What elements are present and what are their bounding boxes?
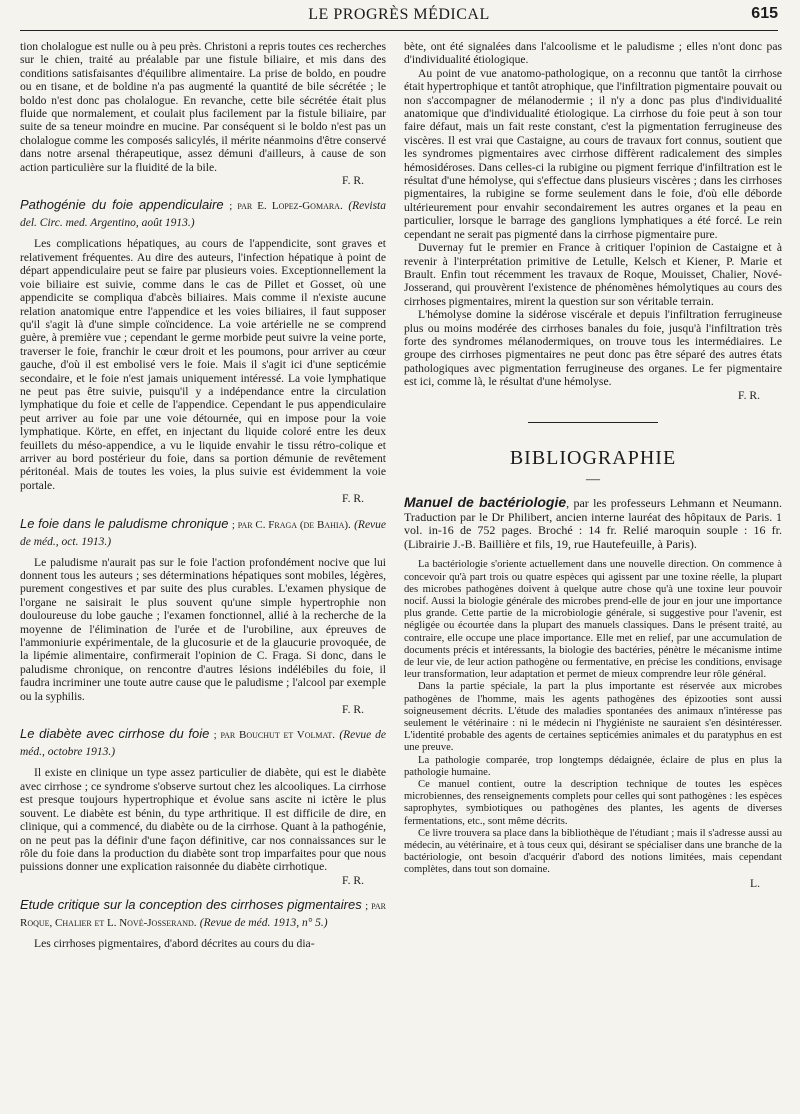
paragraph: tion cholalogue est nulle ou à peu près. Christoni a repris toutes ces recherches sur le chien, traité au préalable par une fistule biliaire, et mis dans des conditions satisfaisantes d'équilibre alimentaire. La prise de boldo, en poudre ou en tisane, et de boldine n'a pas augmenté la quantité de bile sécrétée ; le boldo n'est donc pas cholalogue. En revanche, cette bile sécrétée était plus fluide que normalement, et coulait plus facilement par la fistule biliaire, par suite de sa teneur moindre en mucine. Par conséquent si le boldo n'est pas un cholalogue comme les composés salicylés, il mérite néanmoins d'être conservé dans notre arsenal thérapeutique, assez démuni d'ailleurs, à cause de son action particulière sur la fluidité de la bile. bbox=[20, 40, 386, 174]
signature: F. R. bbox=[342, 703, 364, 717]
book-description: , par les professeurs Lehmann et Neumann. Traduction par le Dr Philibert, ancien interne lauréat des hôpitaux de Paris. 1 vol. in-16 de 752 pages. Broché : 14 fr. Relié maroquin souple : 16 fr. (Librairie J.-B. Baillière et fils, 19, rue Hautefeuille, à Paris). bbox=[404, 495, 782, 551]
paragraph: Au point de vue anatomo-pathologique, on a reconnu que tantôt la cirrhose était hypertrophique et tantôt atrophique, que l'infiltration pigmentaire pouvait ou non s'accompagner de mélanodermie ; il n'y a donc pas plus d'individualité anatomique que d'individualité étiologique. La cirrhose du foie peut à son tour faire défaut, mais un fait reste constant, c'est la pigmentation ferrugineuse des viscères. Il est vrai que Castaigne, au cours de travaux fort connus, soutient que les syndromes pigmentaires avec cirrhose diffèrent radicalement des simples hémosidéroses. Dans celles-ci la rubigine ou pigment ferrique d'infiltration est le résultat d'une hémolyse, qui s'effectue dans plusieurs viscères ; dans les cirrhoses pigmentaires, la rubigine se forme seulement dans le foie, d'où elle déborde ultérieurement pour envahir secondairement les autres organes et la peau en particulier, lorsque le barrage des ganglions lymphatiques a été forcé. Le rein cependant ne serait pas pigmenté dans la cirrhose pigmentaire pure. bbox=[404, 66, 782, 241]
paragraph: bète, ont été signalées dans l'alcoolisme et le paludisme ; elles n'ont donc pas d'individualité étiologique. bbox=[404, 40, 782, 67]
section-divider bbox=[404, 414, 782, 429]
page-header bbox=[20, 4, 778, 31]
paragraph: La pathologie comparée, trop longtemps dédaignée, éclaire de plus en plus la pathologie humaine. bbox=[404, 754, 782, 778]
book-reference bbox=[404, 493, 782, 551]
page-number: 615 bbox=[751, 5, 778, 22]
article-author: ; par Bouchut et Volmat. bbox=[213, 729, 336, 742]
signature: F. R. bbox=[342, 873, 364, 887]
paragraph: L'hémolyse domine la sidérose viscérale et depuis l'infiltration ferrugineuse plus ou moins modérée des cirrhoses banales du foie, jusqu'à l'infiltration très forte des syndromes mélanodermiques, on trouve tous les intermédiaires. Le groupe des cirrhoses pigmentaires ne peut donc pas être séparé des autres états pathologiques avec pigmentation ferrugineuse des organes. Le fer pigmentaire est ici, comme là, le résultat d'une hémolyse. bbox=[404, 308, 782, 389]
paragraph: Ce livre trouvera sa place dans la bibliothèque de l'étudiant ; mais il s'adresse aussi au médecin, au vétérinaire, et à tous ceux qui, désirant se spécialiser dans une branche de la bactériologie, ont besoin d'acquérir d'abord des notions limitées, mais cependant complètes, dans tout son domaine. bbox=[404, 827, 782, 876]
article-source: (Revue de méd., oct. 1913.) bbox=[20, 518, 386, 548]
book-title: Manuel de bactériologie bbox=[404, 493, 567, 510]
title-dash: — bbox=[586, 471, 600, 487]
article-title: Pathogénie du foie appendiculaire bbox=[20, 197, 224, 213]
article-author: ; par E. Lopez-Gomara. bbox=[229, 200, 343, 213]
article-source: (Revue de méd. 1913, n° 5.) bbox=[199, 917, 328, 930]
paragraph: La bactériologie s'oriente actuellement dans une nouvelle direction. On commence à concevoir qu'à part trois ou quatre espèces qui agissent par une toxine réelle, la plupart des microbes pathogènes doivent à quelque autre chose qu'à une toxine leur pouvoir nocif. Aussi la biologie générale des microbes prend-elle de jour en jour une importance plus grande. Cette partie de la microbiologie générale, si suggestive pour l'avenir, est négligée ou écourtée dans la plupart des manuels classiques. Dans le présent traité, au contraire, elle occupe une place importance. Elle met en relief, par une accumulation de documents précis et intéressants, la biologie des bactéries, pénètre le mécanisme intime de leur vie, de leur action pathogène ou fermentative, en précise les conditions, envisage leur transformation, leur adaptation et permet de mieux comprendre leur rôle général. bbox=[404, 559, 782, 681]
paragraph: Le paludisme n'aurait pas sur le foie l'action profondément nocive que lui donnent tous les auteurs ; ses déterminations hépatiques sont mobiles, légères, purement congestives et par suite des plus curables. L'examen physique de l'organe ne saisirait le plus souvent qu'une simple hypertrophie non douloureuse du lobe gauche ; l'examen fonctionnel, allié à la recherche de la moyenne de l'élimination de l'urée et de l'urobiline, aux épreuves de l'ammoniurie expérimentale, de la glucosurie et de la glaucurie provoquée, de la lipémie alimentaire, confirmerait l'opinion de C. Fraga. Si donc, dans le paludisme chronique, on rencontre d'autres lésions indélébiles du foie, il faudra incriminer une toute autre cause que le paludisme ; l'alcool par exemple ou la syphilis. bbox=[20, 555, 386, 703]
signature: F. R. bbox=[342, 492, 364, 506]
paragraph: Les complications hépatiques, au cours de l'appendicite, sont graves et relativement fréquentes. Au dire des auteurs, l'infection hépatique à point de départ appendiculaire peut se faire par plusieurs voies. Exceptionnellement la voie biliaire est suivie, comme dans le cas de Pillet et Gosset, où une appendicite se compliqua d'abcès biliaires. Mais comme il n'existe aucune relation anatomique entre l'appendice et les voies biliaires, il faut supposer qu'il s'agit là d'une simple coïncidence. La voie artérielle ne se comprend guère, à première vue ; cependant le germe morbide peut suivre la veine porte, traverser le foie, franchir le cœur droit et les poumons, pour arriver au cœur gauche, d'où il est embolisé vers le foie. Mais il s'agit ici d'une septicémie secondaire, et le foie n'est jamais uniquement intéressé. La voie lymphatique ne peut pas être suivie, puisqu'il y a indépendance entre la circulation lymphatique du foie et celle de l'appendice. Cependant le pus appendiculaire peut arriver au foie par une voie détournée, qui en impose pour la voie lymphatique. Körte, en effet, en injectant du liquide coloré entre les deux feuillets du méso-appendice, a vu le liquide envahir le tissu rétro-colique et arriver au bord postérieur du foie, dans sa portion démunie de revêtement péritonéal. Mais de toutes les voies, la plus suivie est évidemment la voie portale. bbox=[20, 237, 386, 492]
paragraph: Il existe en clinique un type assez particulier de diabète, qui est le diabète avec cirrhose ; ce syndrome s'observe surtout chez les alcooliques. La cirrhose est presque toujours hypertrophique et évolue sans ascite ni ictère le plus souvent. Le diabète est bénin, du type arthritique. Il est difficile de dire, en clinique, qui a commencé, du diabète ou de la cirrhose. Quant à la pathogénie, on ne peut pas la définir d'une façon définitive, car nos connaissances sur le rôle du foie dans la production du diabète sont trop imparfaites pour que nous puissions donner une explication raisonnée du diabète cirrhotique. bbox=[20, 766, 386, 874]
article-heading bbox=[20, 897, 386, 931]
paragraph: Duvernay fut le premier en France à critiquer l'opinion de Castaigne et à revenir à l'interprétation primitive de Letulle, Kelsch et Kiener, P. Marie et Brault. Enfin tout récemment les travaux de Roque, Mouisset, Chalier, Nové-Josserand, qui prouvèrent l'existence de phénomènes hémolytiques au cours des cirrhoses pigmentaires, mirent la question sur son véritable terrain. bbox=[404, 241, 782, 308]
section-title: BIBLIOGRAPHIE bbox=[509, 446, 677, 469]
right-column bbox=[404, 40, 782, 1108]
article-author: ; par Roque, Chalier et L. Nové-Josserand. bbox=[20, 900, 386, 930]
running-title: LE PROGRÈS MÉDICAL bbox=[308, 6, 490, 23]
article-heading bbox=[20, 516, 386, 550]
left-column bbox=[20, 40, 386, 1108]
signature: L. bbox=[750, 876, 760, 890]
paragraph: Ce manuel contient, outre la description technique de toutes les espèces microbiennes, des renseignements complets pour celles qui sont pathogènes : les espèces saprophytes, symbiotiques ou pathogènes des plantes, les agents de diverses fermentations, etc., sont même décrits. bbox=[404, 779, 782, 827]
article-source: (Revue de méd., octobre 1913.) bbox=[20, 729, 386, 759]
article-title: Etude critique sur la conception des cirrhoses pigmentaires bbox=[20, 897, 362, 913]
article-title: Le diabète avec cirrhose du foie bbox=[20, 726, 210, 742]
signature: F. R. bbox=[738, 388, 760, 402]
article-title: Le foie dans le paludisme chronique bbox=[20, 515, 229, 531]
paragraph: Dans la partie spéciale, la part la plus importante est réservée aux microbes pathogènes de l'homme, mais les agents pathogènes des épizooties sont aussi soigneusement décrits. L'étude des maladies spontanées des animaux n'intéresse pas seulement le vétérinaire : ni le médecin ni l'hygiéniste ne sauraient s'en désintéresser. L'identité probable des agents de certaines septicémies animales et du paratyphus en est une preuve. bbox=[404, 681, 782, 754]
article-heading bbox=[20, 197, 386, 231]
book-review bbox=[404, 559, 782, 890]
signature: F. R. bbox=[342, 174, 364, 188]
article-heading bbox=[20, 726, 386, 760]
article-author: ; par C. Fraga (de Bahia). bbox=[231, 518, 351, 531]
paragraph: Les cirrhoses pigmentaires, d'abord décrites au cours du dia- bbox=[34, 937, 315, 951]
article-source: (Revista del. Circ. med. Argentino, août 1913.) bbox=[20, 200, 386, 230]
